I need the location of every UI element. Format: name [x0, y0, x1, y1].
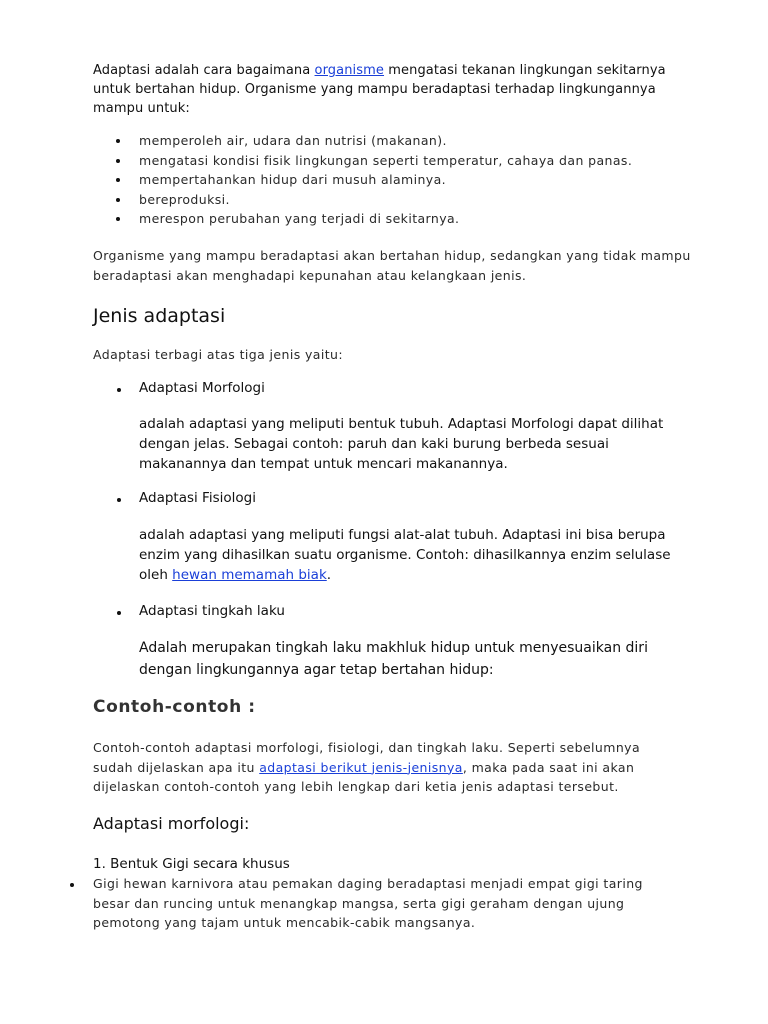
fisiologi-desc-text: adalah adaptasi yang meliputi fungsi alat-alat tubuh. Adaptasi ini bisa berupa enzim yang dihasilkan suatu organisme. Contoh: dihasilkannya enzim selulase oleh — [139, 527, 671, 583]
type-fisiologi-desc — [139, 525, 684, 585]
type-morfologi-desc: adalah adaptasi yang meliputi bentuk tubuh. Adaptasi Morfologi dapat dilihat dengan jelas. Sebagai contoh: paruh dan kaki burung berbeda sesuai makanannya dan tempat untuk mencari makanannya. — [139, 416, 664, 472]
jenis-heading: Jenis adaptasi — [93, 305, 226, 327]
morfologi-item-text: Gigi hewan karnivora atau pemakan daging beradaptasi menjadi empat gigi taring besar dan runcing untuk menangkap mangsa, serta gigi geraham dengan ujung pemotong yang tajam untuk mencabik-cabik mangsanya. — [93, 876, 643, 930]
intro-paragraph — [93, 61, 683, 118]
list-item: mengatasi kondisi fisik lingkungan seperti temperatur, cahaya dan panas. — [93, 151, 632, 171]
bullet-dot — [117, 388, 121, 392]
type-fisiologi-label: Adaptasi Fisiologi — [139, 490, 256, 506]
contoh-paragraph — [93, 738, 683, 797]
bullet-dot — [117, 611, 121, 615]
jenis-intro: Adaptasi terbagi atas tiga jenis yaitu: — [93, 347, 343, 362]
contoh-heading: Contoh-contoh : — [93, 697, 256, 717]
morfologi-item-title: 1. Bentuk Gigi secara khusus — [93, 856, 290, 872]
list-item: mempertahankan hidup dari musuh alaminya. — [93, 170, 632, 190]
type-tingkah-laku-desc: Adalah merupakan tingkah laku makhluk hidup untuk menyesuaikan diri dengan lingkungannya agar tetap bertahan hidup: — [139, 640, 648, 678]
list-item: merespon perubahan yang terjadi di sekitarnya. — [93, 209, 632, 229]
organisme-link[interactable]: organisme — [314, 63, 385, 78]
bullet-dot — [70, 883, 74, 887]
intro-text-rest: mengatasi tekanan lingkungan sekitarnya untuk bertahan hidup. Organisme yang mampu beradaptasi terhadap lingkungannya mampu untuk: — [93, 63, 666, 116]
fisiologi-desc-end: . — [326, 567, 332, 583]
list-item: bereproduksi. — [93, 190, 632, 210]
intro-text: Adaptasi adalah cara bagaimana — [93, 63, 315, 78]
contoh-text-rest: , maka pada saat ini akan dijelaskan contoh-contoh yang lebih lengkap dari ketia jenis adaptasi tersebut. — [93, 759, 635, 794]
abilities-list — [93, 131, 632, 229]
bullet-dot — [117, 498, 121, 502]
morfologi-heading: Adaptasi morfologi: — [93, 814, 250, 833]
contoh-text: Contoh-contoh adaptasi morfologi, fisiologi, dan tingkah laku. Seperti sebelumnya sudah dijelaskan apa itu — [93, 740, 641, 775]
type-morfologi-label: Adaptasi Morfologi — [139, 380, 265, 396]
list-item: memperoleh air, udara dan nutrisi (makanan). — [93, 131, 632, 151]
type-tingkah-laku-label: Adaptasi tingkah laku — [139, 603, 285, 619]
adaptasi-jenis-link[interactable]: adaptasi berikut jenis-jenisnya — [259, 759, 463, 775]
survival-paragraph: Organisme yang mampu beradaptasi akan bertahan hidup, sedangkan yang tidak mampu beradaptasi akan menghadapi kepunahan atau kelangkaan jenis. — [93, 248, 691, 283]
hewan-memamah-biak-link[interactable]: hewan memamah biak — [172, 567, 327, 583]
